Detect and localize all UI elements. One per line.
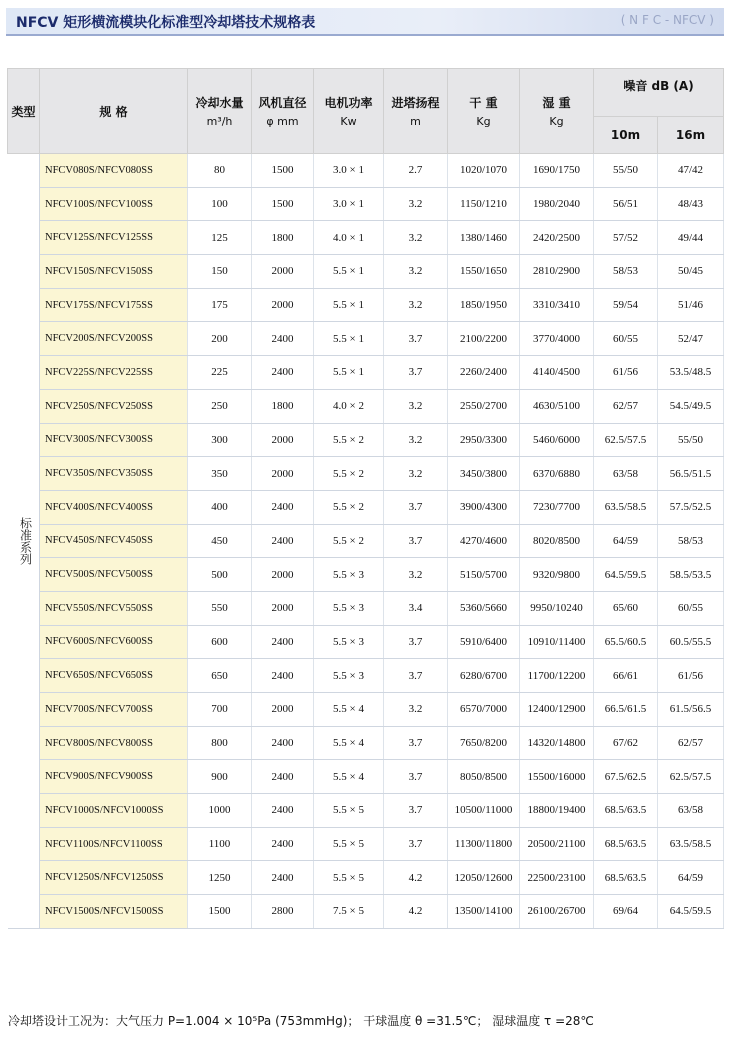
- noise-16m-cell: 52/47: [658, 322, 724, 356]
- model-cell: NFCV080S/NFCV080SS: [40, 154, 188, 188]
- wet-weight-cell: 12400/12900: [520, 693, 594, 727]
- fan-diameter-cell: 1500: [252, 154, 314, 188]
- fan-diameter-cell: 2400: [252, 490, 314, 524]
- table-row: [8, 457, 724, 491]
- inlet-head-cell: 3.2: [384, 187, 448, 221]
- fan-diameter-cell: 2400: [252, 827, 314, 861]
- table-row: [8, 895, 724, 929]
- header-head: [384, 69, 448, 154]
- model-cell: NFCV225S/NFCV225SS: [40, 356, 188, 390]
- noise-10m-cell: 63.5/58.5: [594, 490, 658, 524]
- model-cell: NFCV300S/NFCV300SS: [40, 423, 188, 457]
- fan-diameter-cell: 2000: [252, 693, 314, 727]
- dry-weight-cell: 1380/1460: [448, 221, 520, 255]
- flow-cell: 1100: [188, 827, 252, 861]
- motor-power-cell: 5.5 × 2: [314, 457, 384, 491]
- document-title: NFCV 矩形横流模块化标准型冷却塔技术规格表: [16, 15, 316, 31]
- table-row: [8, 187, 724, 221]
- motor-power-cell: 5.5 × 2: [314, 490, 384, 524]
- noise-10m-cell: 68.5/63.5: [594, 861, 658, 895]
- fan-diameter-cell: 1800: [252, 389, 314, 423]
- fan-diameter-cell: 2400: [252, 356, 314, 390]
- wet-weight-cell: 9320/9800: [520, 558, 594, 592]
- flow-cell: 200: [188, 322, 252, 356]
- dry-weight-cell: 6280/6700: [448, 659, 520, 693]
- noise-10m-cell: 64.5/59.5: [594, 558, 658, 592]
- inlet-head-cell: 3.2: [384, 288, 448, 322]
- flow-cell: 350: [188, 457, 252, 491]
- inlet-head-cell: 3.7: [384, 490, 448, 524]
- noise-16m-cell: 64.5/59.5: [658, 895, 724, 929]
- motor-power-cell: 5.5 × 4: [314, 693, 384, 727]
- table-row: [8, 423, 724, 457]
- motor-power-cell: 5.5 × 3: [314, 625, 384, 659]
- wet-weight-cell: 5460/6000: [520, 423, 594, 457]
- fan-diameter-cell: 2400: [252, 625, 314, 659]
- motor-power-cell: 5.5 × 2: [314, 524, 384, 558]
- noise-16m-cell: 51/46: [658, 288, 724, 322]
- model-cell: NFCV900S/NFCV900SS: [40, 760, 188, 794]
- inlet-head-cell: 3.2: [384, 255, 448, 289]
- flow-cell: 125: [188, 221, 252, 255]
- noise-10m-cell: 65.5/60.5: [594, 625, 658, 659]
- header-type: 类型: [8, 69, 40, 154]
- header-dry: [448, 69, 520, 154]
- noise-10m-cell: 55/50: [594, 154, 658, 188]
- model-cell: NFCV250S/NFCV250SS: [40, 389, 188, 423]
- header-flow-unit: m³/h: [206, 115, 233, 128]
- noise-16m-cell: 47/42: [658, 154, 724, 188]
- model-cell: NFCV350S/NFCV350SS: [40, 457, 188, 491]
- flow-cell: 600: [188, 625, 252, 659]
- fan-diameter-cell: 2000: [252, 423, 314, 457]
- model-cell: NFCV200S/NFCV200SS: [40, 322, 188, 356]
- noise-16m-cell: 54.5/49.5: [658, 389, 724, 423]
- table-row: [8, 659, 724, 693]
- noise-10m-cell: 58/53: [594, 255, 658, 289]
- dry-weight-cell: 5910/6400: [448, 625, 520, 659]
- dry-weight-cell: 3900/4300: [448, 490, 520, 524]
- spec-table-wrapper: [7, 68, 723, 974]
- model-cell: NFCV150S/NFCV150SS: [40, 255, 188, 289]
- model-cell: NFCV175S/NFCV175SS: [40, 288, 188, 322]
- motor-power-cell: 5.5 × 1: [314, 322, 384, 356]
- dry-weight-cell: 11300/11800: [448, 827, 520, 861]
- inlet-head-cell: 3.2: [384, 423, 448, 457]
- header-fan-unit: φ mm: [266, 115, 299, 128]
- noise-10m-cell: 67.5/62.5: [594, 760, 658, 794]
- header-dry-unit: Kg: [476, 115, 491, 128]
- inlet-head-cell: 3.7: [384, 322, 448, 356]
- fan-diameter-cell: 2000: [252, 457, 314, 491]
- noise-16m-cell: 49/44: [658, 221, 724, 255]
- noise-10m-cell: 68.5/63.5: [594, 827, 658, 861]
- fan-diameter-cell: 2400: [252, 861, 314, 895]
- noise-16m-cell: 61.5/56.5: [658, 693, 724, 727]
- flow-cell: 550: [188, 591, 252, 625]
- dry-weight-cell: 7650/8200: [448, 726, 520, 760]
- dry-weight-cell: 1150/1210: [448, 187, 520, 221]
- fan-diameter-cell: 1500: [252, 187, 314, 221]
- noise-16m-cell: 58/53: [658, 524, 724, 558]
- noise-10m-cell: 57/52: [594, 221, 658, 255]
- header-dry-label: 干 重: [469, 96, 498, 110]
- wet-weight-cell: 7230/7700: [520, 490, 594, 524]
- spec-table-body: [8, 154, 724, 929]
- flow-cell: 100: [188, 187, 252, 221]
- header-head-unit: m: [410, 115, 421, 128]
- motor-power-cell: 4.0 × 1: [314, 221, 384, 255]
- noise-16m-cell: 60.5/55.5: [658, 625, 724, 659]
- wet-weight-cell: 3770/4000: [520, 322, 594, 356]
- noise-10m-cell: 60/55: [594, 322, 658, 356]
- wet-weight-cell: 11700/12200: [520, 659, 594, 693]
- motor-power-cell: 5.5 × 3: [314, 659, 384, 693]
- wet-weight-cell: 8020/8500: [520, 524, 594, 558]
- dry-weight-cell: 2260/2400: [448, 356, 520, 390]
- noise-16m-cell: 64/59: [658, 861, 724, 895]
- noise-10m-cell: 66/61: [594, 659, 658, 693]
- model-cell: NFCV500S/NFCV500SS: [40, 558, 188, 592]
- inlet-head-cell: 4.2: [384, 861, 448, 895]
- spec-table: [7, 68, 724, 929]
- inlet-head-cell: 4.2: [384, 895, 448, 929]
- header-wet: [520, 69, 594, 154]
- inlet-head-cell: 3.2: [384, 693, 448, 727]
- motor-power-cell: 4.0 × 2: [314, 389, 384, 423]
- inlet-head-cell: 3.7: [384, 524, 448, 558]
- motor-power-cell: 5.5 × 5: [314, 794, 384, 828]
- inlet-head-cell: 3.7: [384, 659, 448, 693]
- noise-16m-cell: 63/58: [658, 794, 724, 828]
- header-head-label: 进塔扬程: [391, 96, 440, 110]
- wet-weight-cell: 1980/2040: [520, 187, 594, 221]
- motor-power-cell: 5.5 × 3: [314, 558, 384, 592]
- model-cell: NFCV1250S/NFCV1250SS: [40, 861, 188, 895]
- inlet-head-cell: 3.4: [384, 591, 448, 625]
- series-label-cell: [8, 154, 40, 929]
- flow-cell: 1000: [188, 794, 252, 828]
- header-model: 规 格: [40, 69, 188, 154]
- title-bar: [6, 8, 724, 36]
- noise-16m-cell: 48/43: [658, 187, 724, 221]
- table-row: [8, 794, 724, 828]
- noise-16m-cell: 62/57: [658, 726, 724, 760]
- noise-10m-cell: 63/58: [594, 457, 658, 491]
- wet-weight-cell: 18800/19400: [520, 794, 594, 828]
- noise-10m-cell: 65/60: [594, 591, 658, 625]
- motor-power-cell: 3.0 × 1: [314, 154, 384, 188]
- inlet-head-cell: 3.7: [384, 625, 448, 659]
- dry-weight-cell: 5150/5700: [448, 558, 520, 592]
- motor-power-cell: 5.5 × 1: [314, 255, 384, 289]
- fan-diameter-cell: 2400: [252, 760, 314, 794]
- table-row: [8, 389, 724, 423]
- flow-cell: 225: [188, 356, 252, 390]
- noise-16m-cell: 62.5/57.5: [658, 760, 724, 794]
- flow-cell: 500: [188, 558, 252, 592]
- inlet-head-cell: 3.2: [384, 221, 448, 255]
- fan-diameter-cell: 2400: [252, 524, 314, 558]
- table-row: [8, 726, 724, 760]
- fan-diameter-cell: 2400: [252, 659, 314, 693]
- wet-weight-cell: 3310/3410: [520, 288, 594, 322]
- noise-10m-cell: 67/62: [594, 726, 658, 760]
- noise-10m-cell: 61/56: [594, 356, 658, 390]
- fan-diameter-cell: 2000: [252, 255, 314, 289]
- model-cell: NFCV700S/NFCV700SS: [40, 693, 188, 727]
- header-motor-label: 电机功率: [324, 96, 373, 110]
- title-tag: ( N F C - NFCV ): [620, 13, 714, 27]
- inlet-head-cell: 3.7: [384, 356, 448, 390]
- header-noise-10m: 10m: [594, 117, 658, 154]
- fan-diameter-cell: 2000: [252, 288, 314, 322]
- fan-diameter-cell: 2400: [252, 794, 314, 828]
- table-row: [8, 322, 724, 356]
- flow-cell: 700: [188, 693, 252, 727]
- wet-weight-cell: 20500/21100: [520, 827, 594, 861]
- table-row: [8, 558, 724, 592]
- model-cell: NFCV450S/NFCV450SS: [40, 524, 188, 558]
- noise-10m-cell: 62/57: [594, 389, 658, 423]
- wet-weight-cell: 9950/10240: [520, 591, 594, 625]
- flow-cell: 450: [188, 524, 252, 558]
- motor-power-cell: 5.5 × 3: [314, 591, 384, 625]
- dry-weight-cell: 5360/5660: [448, 591, 520, 625]
- wet-weight-cell: 6370/6880: [520, 457, 594, 491]
- dry-weight-cell: 8050/8500: [448, 760, 520, 794]
- model-cell: NFCV550S/NFCV550SS: [40, 591, 188, 625]
- motor-power-cell: 5.5 × 5: [314, 861, 384, 895]
- inlet-head-cell: 3.7: [384, 827, 448, 861]
- table-row: [8, 591, 724, 625]
- fan-diameter-cell: 2000: [252, 591, 314, 625]
- dry-weight-cell: 2100/2200: [448, 322, 520, 356]
- dry-weight-cell: 3450/3800: [448, 457, 520, 491]
- wet-weight-cell: 14320/14800: [520, 726, 594, 760]
- fan-diameter-cell: 2400: [252, 322, 314, 356]
- fan-diameter-cell: 1800: [252, 221, 314, 255]
- table-row: [8, 524, 724, 558]
- model-cell: NFCV100S/NFCV100SS: [40, 187, 188, 221]
- motor-power-cell: 5.5 × 1: [314, 356, 384, 390]
- dry-weight-cell: 1850/1950: [448, 288, 520, 322]
- motor-power-cell: 5.5 × 1: [314, 288, 384, 322]
- header-motor-unit: Kw: [340, 115, 357, 128]
- header-flow-label: 冷却水量: [195, 96, 244, 110]
- noise-16m-cell: 63.5/58.5: [658, 827, 724, 861]
- inlet-head-cell: 3.2: [384, 558, 448, 592]
- header-wet-unit: Kg: [549, 115, 564, 128]
- wet-weight-cell: 4140/4500: [520, 356, 594, 390]
- dry-weight-cell: 1550/1650: [448, 255, 520, 289]
- table-row: [8, 861, 724, 895]
- model-cell: NFCV1500S/NFCV1500SS: [40, 895, 188, 929]
- motor-power-cell: 5.5 × 2: [314, 423, 384, 457]
- noise-10m-cell: 69/64: [594, 895, 658, 929]
- model-cell: NFCV400S/NFCV400SS: [40, 490, 188, 524]
- series-label: 标准系列: [18, 516, 33, 565]
- noise-10m-cell: 59/54: [594, 288, 658, 322]
- dry-weight-cell: 13500/14100: [448, 895, 520, 929]
- header-wet-label: 湿 重: [542, 96, 571, 110]
- wet-weight-cell: 2420/2500: [520, 221, 594, 255]
- wet-weight-cell: 4630/5100: [520, 389, 594, 423]
- header-noise-16m: 16m: [658, 117, 724, 154]
- wet-weight-cell: 26100/26700: [520, 895, 594, 929]
- header-motor: [314, 69, 384, 154]
- table-row: [8, 255, 724, 289]
- noise-16m-cell: 55/50: [658, 423, 724, 457]
- flow-cell: 80: [188, 154, 252, 188]
- header-flow: [188, 69, 252, 154]
- dry-weight-cell: 12050/12600: [448, 861, 520, 895]
- table-row: [8, 760, 724, 794]
- flow-cell: 800: [188, 726, 252, 760]
- model-cell: NFCV600S/NFCV600SS: [40, 625, 188, 659]
- flow-cell: 250: [188, 389, 252, 423]
- noise-10m-cell: 64/59: [594, 524, 658, 558]
- dry-weight-cell: 10500/11000: [448, 794, 520, 828]
- fan-diameter-cell: 2000: [252, 558, 314, 592]
- motor-power-cell: 7.5 × 5: [314, 895, 384, 929]
- noise-10m-cell: 62.5/57.5: [594, 423, 658, 457]
- inlet-head-cell: 2.7: [384, 154, 448, 188]
- noise-10m-cell: 56/51: [594, 187, 658, 221]
- dry-weight-cell: 4270/4600: [448, 524, 520, 558]
- inlet-head-cell: 3.7: [384, 794, 448, 828]
- wet-weight-cell: 2810/2900: [520, 255, 594, 289]
- noise-16m-cell: 57.5/52.5: [658, 490, 724, 524]
- fan-diameter-cell: 2800: [252, 895, 314, 929]
- noise-16m-cell: 50/45: [658, 255, 724, 289]
- flow-cell: 1250: [188, 861, 252, 895]
- noise-10m-cell: 68.5/63.5: [594, 794, 658, 828]
- dry-weight-cell: 2950/3300: [448, 423, 520, 457]
- table-row: [8, 154, 724, 188]
- noise-16m-cell: 53.5/48.5: [658, 356, 724, 390]
- flow-cell: 1500: [188, 895, 252, 929]
- motor-power-cell: 3.0 × 1: [314, 187, 384, 221]
- inlet-head-cell: 3.7: [384, 760, 448, 794]
- table-row: [8, 288, 724, 322]
- wet-weight-cell: 1690/1750: [520, 154, 594, 188]
- noise-16m-cell: 61/56: [658, 659, 724, 693]
- flow-cell: 300: [188, 423, 252, 457]
- noise-16m-cell: 56.5/51.5: [658, 457, 724, 491]
- wet-weight-cell: 22500/23100: [520, 861, 594, 895]
- motor-power-cell: 5.5 × 4: [314, 726, 384, 760]
- dry-weight-cell: 6570/7000: [448, 693, 520, 727]
- dry-weight-cell: 2550/2700: [448, 389, 520, 423]
- table-row: [8, 356, 724, 390]
- inlet-head-cell: 3.2: [384, 457, 448, 491]
- model-cell: NFCV650S/NFCV650SS: [40, 659, 188, 693]
- dry-weight-cell: 1020/1070: [448, 154, 520, 188]
- flow-cell: 175: [188, 288, 252, 322]
- model-cell: NFCV1000S/NFCV1000SS: [40, 794, 188, 828]
- table-row: [8, 693, 724, 727]
- noise-10m-cell: 66.5/61.5: [594, 693, 658, 727]
- inlet-head-cell: 3.7: [384, 726, 448, 760]
- fan-diameter-cell: 2400: [252, 726, 314, 760]
- table-row: [8, 221, 724, 255]
- flow-cell: 400: [188, 490, 252, 524]
- wet-weight-cell: 15500/16000: [520, 760, 594, 794]
- table-row: [8, 625, 724, 659]
- table-row: [8, 490, 724, 524]
- table-row: [8, 827, 724, 861]
- header-fan-label: 风机直径: [258, 96, 307, 110]
- flow-cell: 650: [188, 659, 252, 693]
- wet-weight-cell: 10910/11400: [520, 625, 594, 659]
- model-cell: NFCV125S/NFCV125SS: [40, 221, 188, 255]
- noise-16m-cell: 58.5/53.5: [658, 558, 724, 592]
- flow-cell: 150: [188, 255, 252, 289]
- motor-power-cell: 5.5 × 4: [314, 760, 384, 794]
- motor-power-cell: 5.5 × 5: [314, 827, 384, 861]
- inlet-head-cell: 3.2: [384, 389, 448, 423]
- noise-16m-cell: 60/55: [658, 591, 724, 625]
- flow-cell: 900: [188, 760, 252, 794]
- header-fan: [252, 69, 314, 154]
- model-cell: NFCV1100S/NFCV1100SS: [40, 827, 188, 861]
- model-cell: NFCV800S/NFCV800SS: [40, 726, 188, 760]
- design-conditions-note: 冷却塔设计工况为：大气压力 P=1.004 × 10⁵Pa (753mmHg)； 干球温度 θ =31.5℃； 湿球温度 τ =28℃: [8, 1014, 594, 1028]
- header-noise: 噪音 dB (A): [594, 69, 724, 117]
